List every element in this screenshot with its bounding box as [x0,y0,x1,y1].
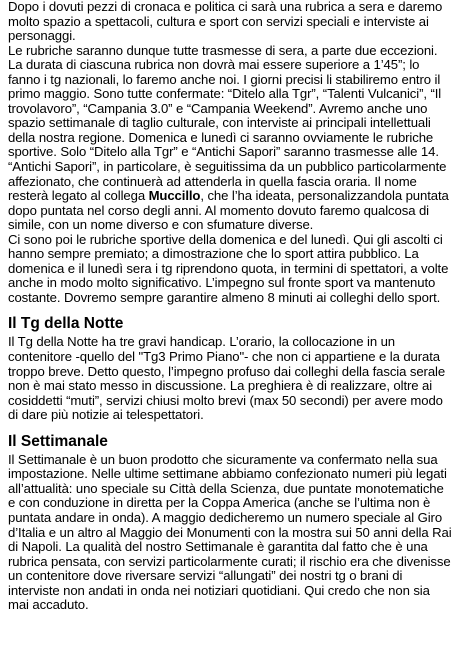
tg-notte-paragraph: Il Tg della Notte ha tre gravi handicap. L’orario, la collocazione in un contenitore -quello del "Tg3 Primo Piano"- che non ci appartiene e la durata troppo breve. Detto questo, l’impegno profuso dai colleghi della fascia serale non è mai stato messo in discussione. La preghiera è di realizzare, oltre ai cosiddetti “muti”, servizi chiusi molto brevi (max 50 secondi) per avere modo di dare più notizie ai telespettatori. [8,334,446,423]
tg-notte-heading: Il Tg della Notte [8,315,124,333]
rubriche-text: Le rubriche saranno dunque tutte trasmesse di sera, a parte due eccezioni. La durata di ciascuna rubrica non dovrà mai essere superiore a 1’45”; lo fanno i tg nazionali, lo faremo anche noi. I giorni precisi li stabiliremo entro il primo maggio. Sono tutte confermate: “Ditelo alla Tgr”, “Talenti Vulcanici”, “Il trovolavoro”, “Campania 3.0” e “Campania Weekend”. Avremo anche uno spazio settimanale di taglio culturale, con interviste ai principali intellettuali della nostra regione. Domenica e lunedì ci saranno ovviamente le rubriche sportive. Solo “Ditelo alla Tgr” e “Antichi Sapori” saranno trasmesse alle 14. “Antichi Sapori”, in particolare, è seguitissima da un pubblico particolarmente affezionato, che continuerà ad attenderla in quella fascia oraria. Il nome resterà legato al collega [8,42,447,204]
rubriche-text-continued: , che l’ha ideata, personalizzandola puntata dopo puntata nel corso degli anni. Al momento dovuto faremo qualcosa di simile, con un nome diverso e con sfumature diverse. [8,188,449,233]
settimanale-heading: Il Settimanale [8,432,108,450]
rubriche-paragraph [8,44,464,233]
intro-paragraph: Dopo i dovuti pezzi di cronaca e politica ci sarà una rubrica a sera e daremo molto spazio a spettacoli, cultura e sport con servizi speciali e interviste ai personaggi. [8,0,443,44]
muccillo-name: Muccillo [148,188,201,204]
settimanale-paragraph: Il Settimanale è un buon prodotto che sicuramente va confermato nella sua impostazione. Nelle ultime settimane abbiamo confezionato numeri più legati all’attualità: uno speciale su Città della Scienza, due puntate monotematiche e con conduzione in diretta per la Coppa America (anche se l’ultima non è puntata andare in onda). A maggio dedicheremo un numero speciale al Giro d’Italia e un altro al Maggio dei Monumenti con la mostra sui 50 anni della Rai di Napoli. La qualità del nostro Settimanale è garantita dal fatto che è una rubrica pensata, con servizi particolarmente curati; il rischio era che divenisse un contenitore dove riversare servizi “allungati” dei nostri tg o brani di interviste non andati in onda nei notiziari quotidiani. Qui credo che non sia mai accaduto. [8,451,452,613]
sport-paragraph: Ci sono poi le rubriche sportive della domenica e del lunedì. Qui gli ascolti ci hanno sempre premiato; a dimostrazione che lo sport attira pubblico. La domenica e il lunedì sera i tg riprendono quota, in termini di spettatori, a volte anche in modo molto significativo. L’impegno sul fronte sport va mantenuto costante. Dovremo sempre garantire almeno 8 minuti ai colleghi dello sport. [8,231,449,305]
